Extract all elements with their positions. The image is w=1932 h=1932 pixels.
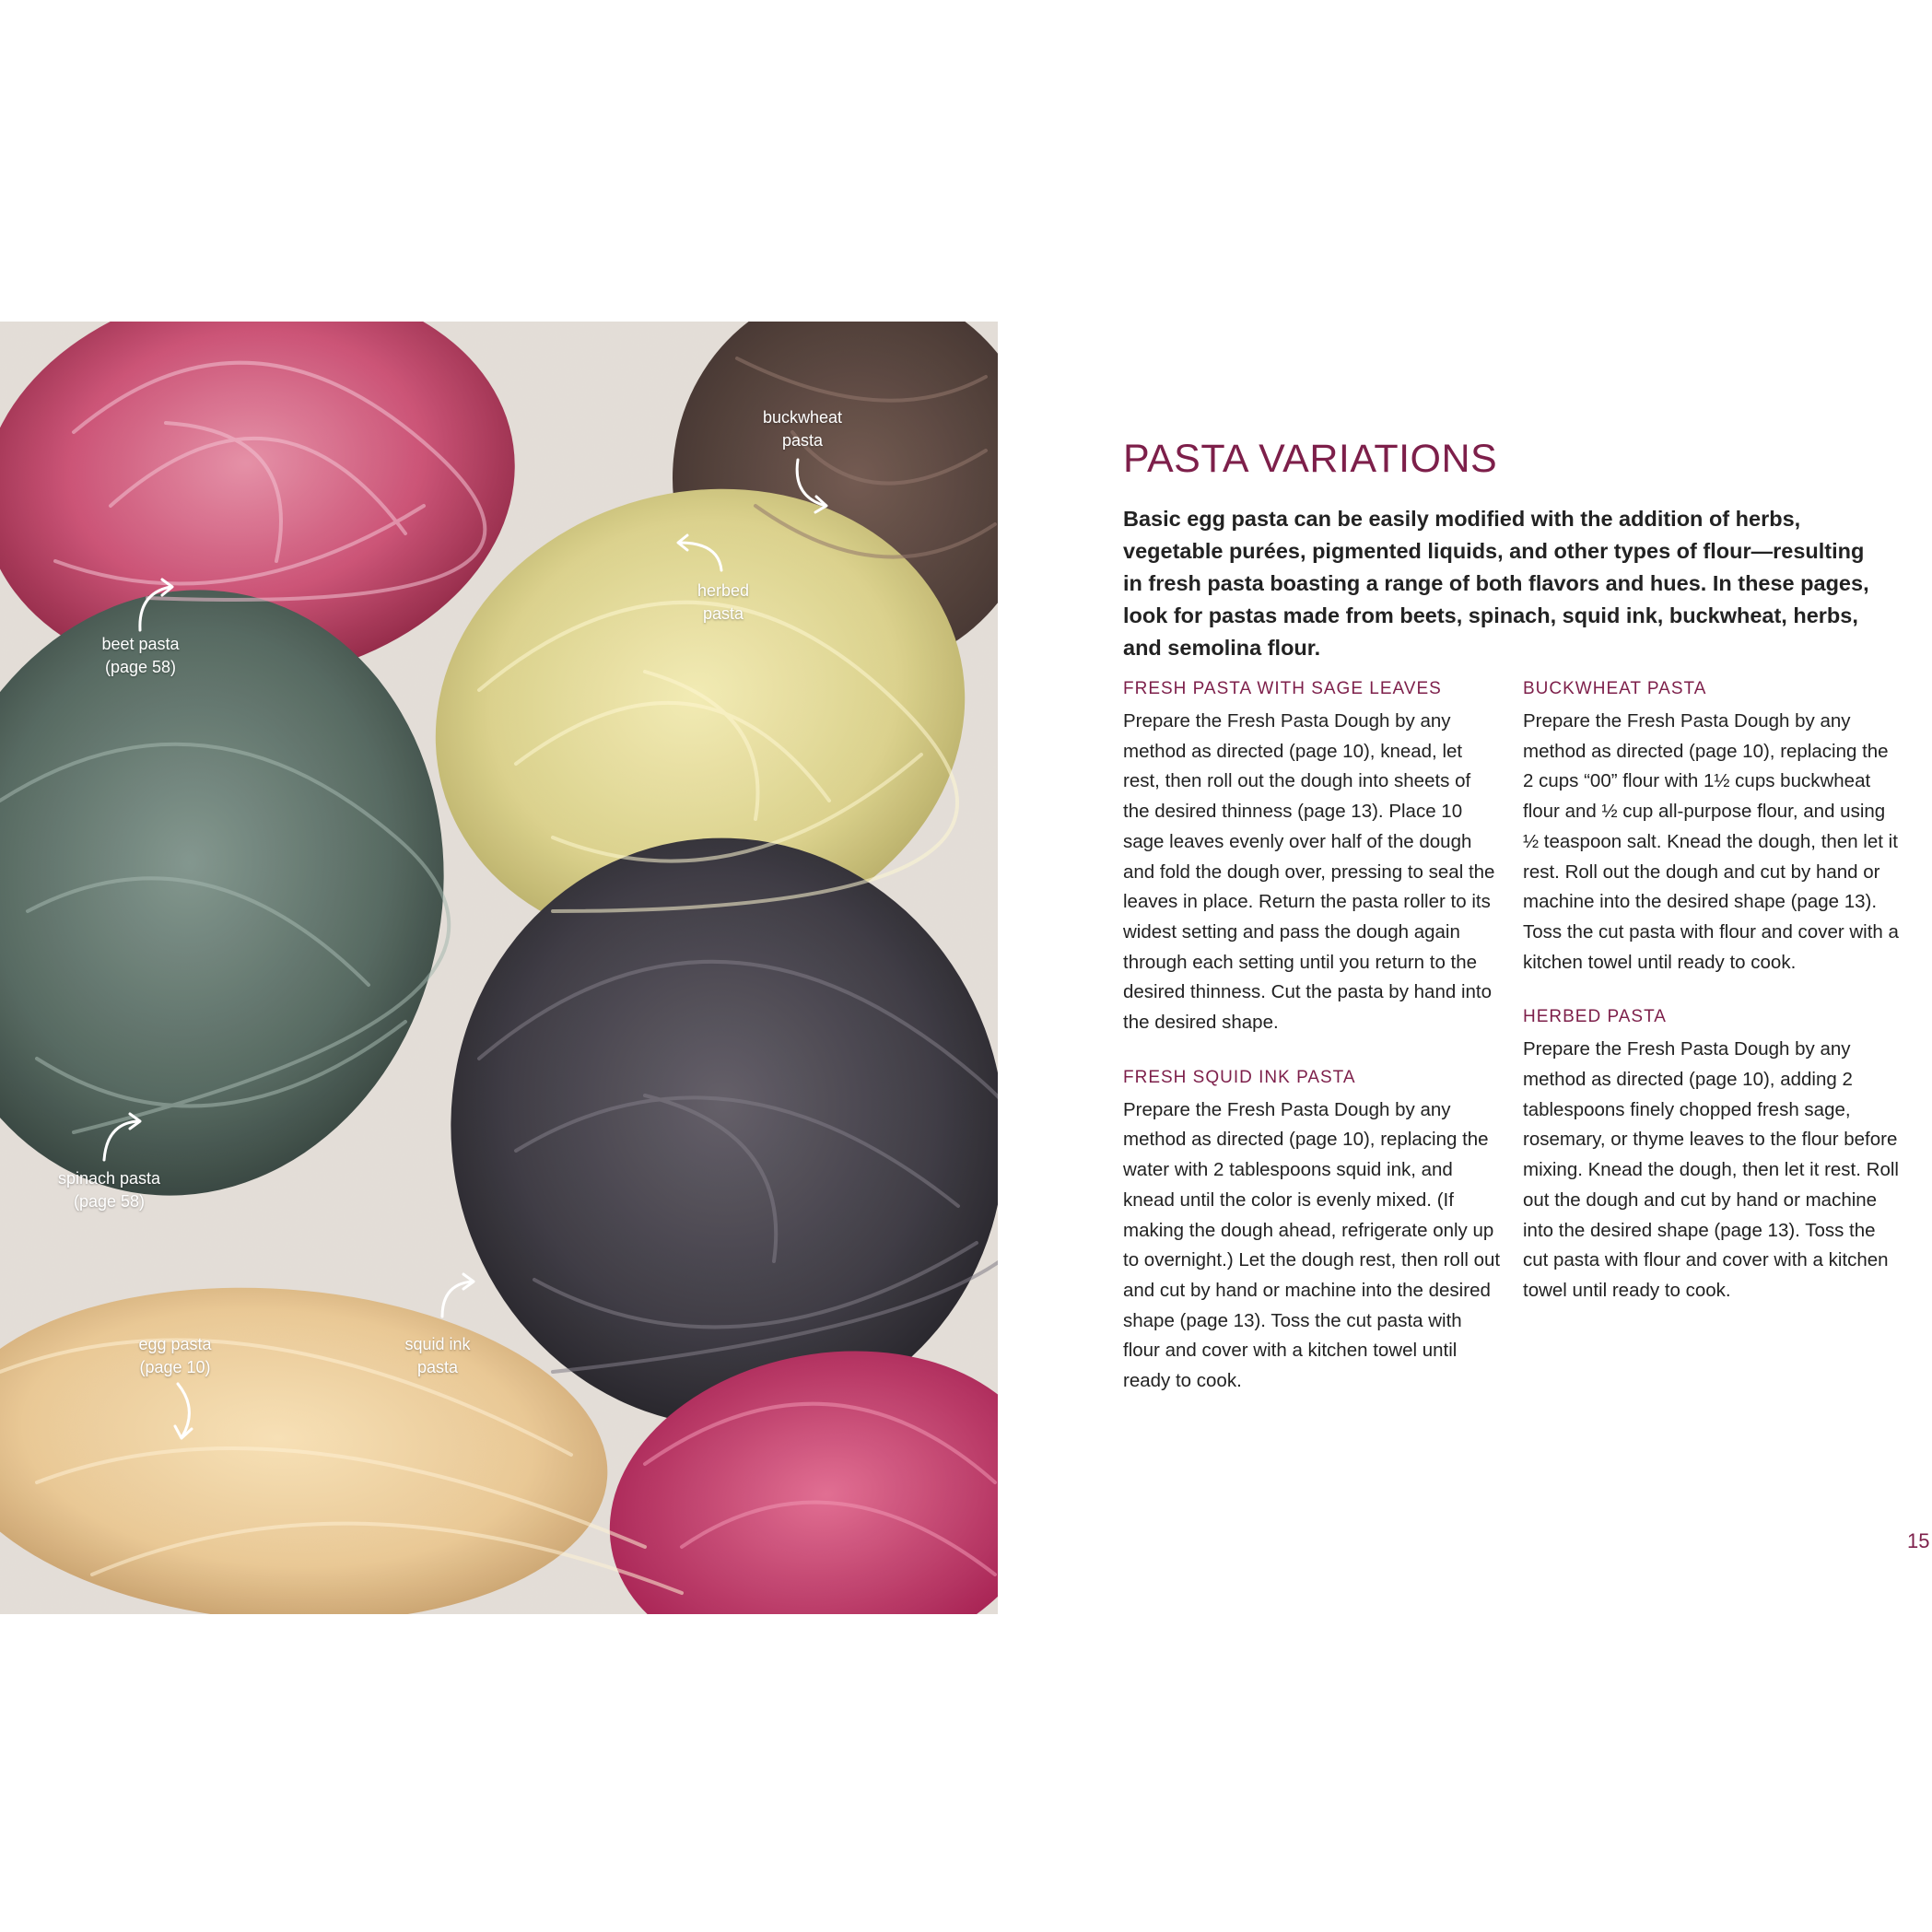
- squid-ink-heading: FRESH SQUID INK PASTA: [1123, 1067, 1356, 1087]
- sage-section: [1123, 677, 1501, 1038]
- page-title: PASTA VARIATIONS: [1123, 437, 1498, 481]
- buckwheat-pasta-label: buckwheat pasta: [762, 408, 843, 450]
- spinach-pasta-label: spinach pasta (page 58): [57, 1169, 161, 1211]
- beet-pasta-label: beet pasta (page 58): [101, 635, 180, 676]
- squid-ink-section: [1123, 1066, 1501, 1397]
- buckwheat-body: Prepare the Fresh Pasta Dough by any method as directed (page 10), replacing the 2 cups “00” flour with 1½ cups buckwheat flour and ½ cup all-purpose flour, and using ½ teaspoon salt. Knead the dough, then let it rest. Roll out the dough and cut by hand or machine into the desired shape (page 13). Toss the cut pasta with flour and cover with a kitchen towel until ready to cook.: [1523, 710, 1899, 973]
- right-column: [1523, 677, 1901, 1334]
- left-column: [1123, 677, 1501, 1424]
- pasta-nests-illustration: [0, 322, 998, 1614]
- page-number: 15: [1907, 1529, 1930, 1552]
- egg-pasta-label: egg pasta (page 10): [138, 1335, 212, 1376]
- squid-ink-body: Prepare the Fresh Pasta Dough by any method as directed (page 10), replacing the water with 2 tablespoons squid ink, and knead until the color is evenly mixed. (If making the dough ahead, refrigerate only up to overnight.) Let the dough rest, then roll out and cut by hand or machine into the desired shape (page 13). Toss the cut pasta with flour and cover with a kitchen towel until ready to cook.: [1123, 1098, 1501, 1392]
- herbed-section: [1523, 1005, 1901, 1306]
- buckwheat-section: [1523, 677, 1901, 978]
- herbed-body: Prepare the Fresh Pasta Dough by any method as directed (page 10), adding 2 tablespoons finely chopped fresh sage, rosemary, or thyme leaves to the flour before mixing. Knead the dough, then let it rest. Roll out the dough and cut by hand or machine into the desired shape (page 13). Toss the cut pasta with flour and cover with a kitchen towel until ready to cook.: [1523, 1038, 1899, 1301]
- buckwheat-heading: BUCKWHEAT PASTA: [1523, 679, 1707, 698]
- squid-ink-pasta-label: squid ink pasta: [404, 1335, 471, 1376]
- sage-heading: FRESH PASTA WITH SAGE LEAVES: [1123, 679, 1442, 698]
- herbed-heading: HERBED PASTA: [1523, 1007, 1667, 1027]
- herbed-pasta-label: herbed pasta: [697, 581, 750, 623]
- pasta-photo: [0, 322, 998, 1614]
- intro-paragraph: Basic egg pasta can be easily modified with the addition of herbs, vegetable purées, pigmented liquids, and other types of flour—resulting in fresh pasta boasting a range of both flavors and hues. In these pages, look for pastas made from beets, spinach, squid ink, buckwheat, herbs, and semolina flour.: [1123, 507, 1869, 660]
- sage-body: Prepare the Fresh Pasta Dough by any method as directed (page 10), knead, let rest, then roll out the dough into sheets of the desired thinness (page 13). Place 10 sage leaves evenly over half of the dough and fold the dough over, pressing to seal the leaves in place. Return the pasta roller to its widest setting and pass the dough again through each setting until you return to the desired thinness. Cut the pasta by hand into the desired shape.: [1123, 710, 1495, 1034]
